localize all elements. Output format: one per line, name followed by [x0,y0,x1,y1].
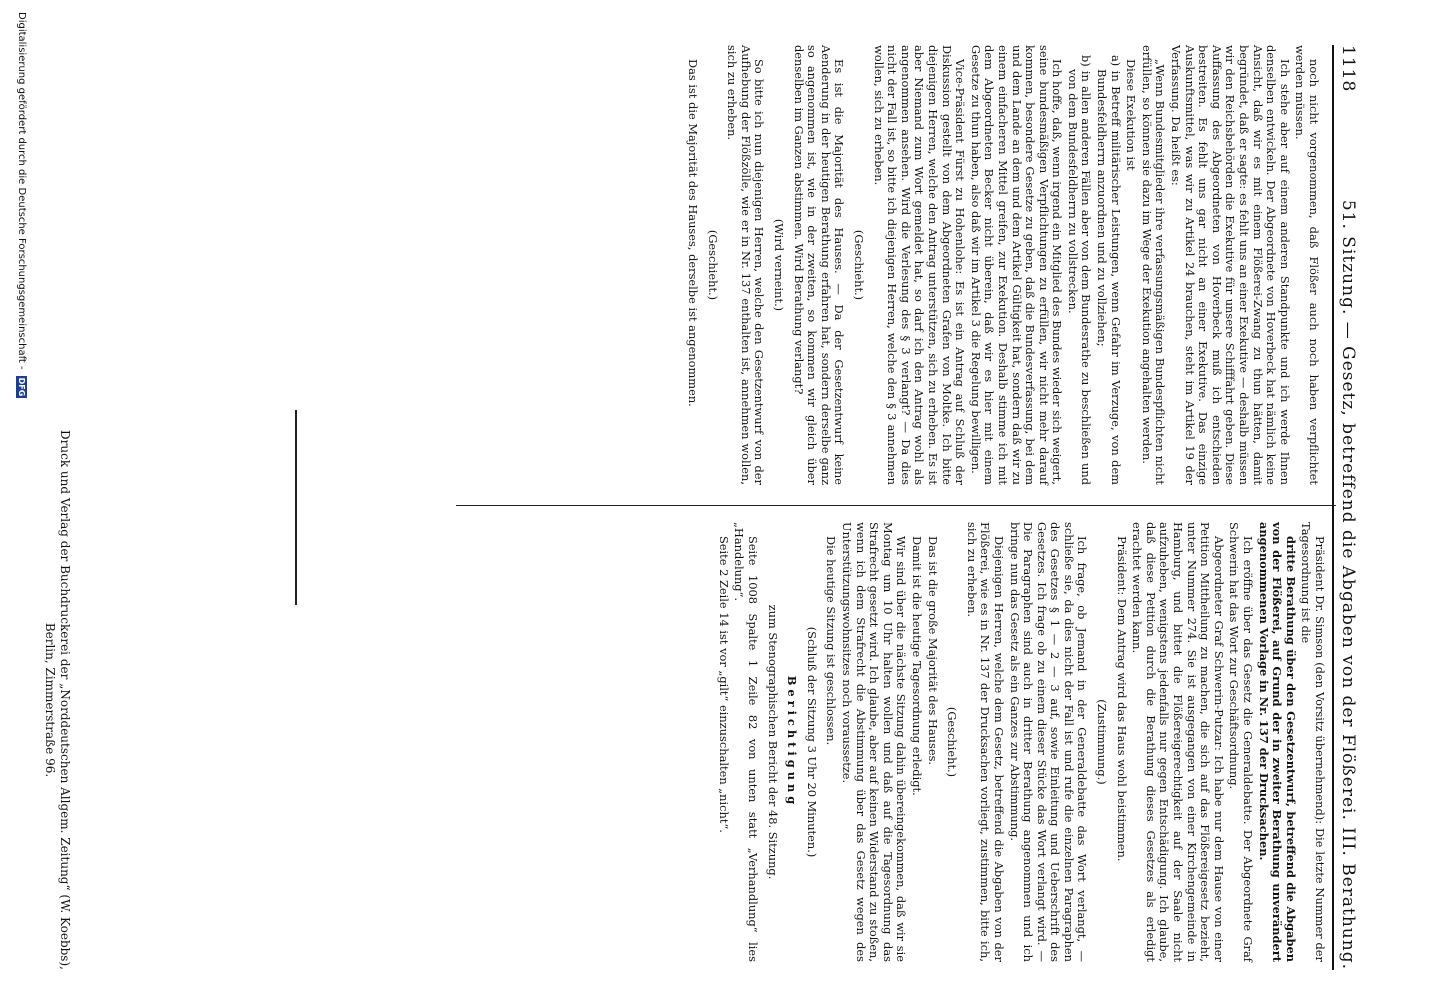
errata-subheading: zum Stenographischen Bericht der 48. Sitzung. [765,604,780,880]
list-item: a) in Betreff militärischer Leistungen, wenn Gefahr im Verzuge, von dem Bundesfeldherrn anzuordnen und zu vollziehen; [1095,55,1123,485]
paragraph: Das ist die Majorität des Hauses, derselbe ist angenommen. [686,59,701,407]
paragraph: Ich frage, ob Jemand in der Generaldebatte das Wort verlangt, — schließe sie, da dies nicht der Fall ist und rufe die einzelnen Paragraphen des Gesetzes § 1 — 2 — 3 auf, sowie Einleitung und Ueberschrift des Gesetzes. Ich frage ob zu einem dieser Stücke das Wort verlangt wird. — Die Paragraphen sind auch in dritter Berathung angenommen und ich bringe nun das Gesetz als ein Ganzes zur Abstimmung. [1007,522,1090,962]
digitization-footer [7,0,37,1000]
paragraph: Damit ist die heutige Tagesordnung erledigt. [909,536,924,796]
list-item: b) in allen anderen Fällen aber von dem Bundesrathe zu beschließen und von dem Bundesfeldherrn zu vollstrecken. [1065,55,1094,485]
stage-note: (Wird verneint.) [772,218,787,312]
page-title: 51. Sitzung. — Gesetz, betreffend die Abgaben von der Flößerei. III. Berathung. [1338,199,1358,970]
errata-heading: Berichtigung [785,675,800,809]
page-header [1332,45,1372,970]
stage-note: (Zustimmung.) [1095,699,1110,785]
agenda-item: dritte Berathung über den Gesetzentwurf, betreffend die Abgaben von der Flößerei, auf Grund der in zweiter Berathung unverändert angenommenen Vorlage in Nr. 137 der Drucksachen. [1256,522,1298,962]
stage-note: (Geschieht.) [705,229,720,301]
paragraph: Diejenigen Herren, welche dem Gesetz, betreffend die Abgaben von der Flößerei, wie es in Nr. 137 der Drucksachen vorliegt, zustimmen, bitte ich, sich zu erheben. [964,522,1006,962]
imprint-line: Berlin, Zimmerstraße 96. [43,622,57,778]
paragraph: Wir sind über die nächste Sitzung dahin übereingekommen, daß wir sie Montag um 10 Uhr halten wollen und daß auf die Tagesordnung das Strafrecht gesetzt wird. Ich glaube, aber auf keinen Widerstand zu stoßen, wenn ich dem Strafrecht die Abstimmung über das Gesetz wegen des Unterstützungswohnsitzes noch voraussetze. [840,522,909,962]
paragraph: Präsident Dr. Simson (den Vorsitz übernehmend): Die letzte Nummer der Tagesordnung ist die [1299,522,1327,962]
paragraph: Das ist die große Majorität des Hauses. [925,536,940,766]
paragraph: Ich stehe aber auf einem anderen Standpunkte und ich werde Ihnen denselben entwickeln. Der Abgeordnete von Hoverbeck hat nämlich keine Ansicht, daß wir es mit einem Flößerei-Zwang zu thun hätten, damit begründet, daß er sagte: es fehlt uns an einer Exekutive — deshalb müssen wir den Reichsbehörden die Exekutive für unsere Schifffahrt geben. Diese Auffassung des Abgeordneten von Hoverbeck muß ich entschieden bestreiten. Es fehlt uns gar nicht an einer Exekutive. Das einzige Auskunftsmittel, was wir zu Artikel 24 brauchen, steht im Artikel 19 der Verfassung. Da heißt es: [1169,45,1292,485]
left-column [683,45,1320,485]
errata-line: Seite 2 Zeile 14 ist vor „gilt“ einzuschalten „nicht“. [716,536,731,833]
separator-line [295,410,297,605]
stage-note: (Geschieht.) [945,706,960,778]
paragraph: Ich hoffe, daß, wenn irgend ein Mitglied des Bundes wieder sich weigert, seine bundesmäßigen Verpflichtungen zu erfüllen, wir nicht mehr darauf kommen, besondere Gesetze zu geben, daß die Bundesverfassung, bei dem und dem Lande an dem und dem Artikel Gültigkeit hat, sondern daß wir zu einem einfacheren Mittel greifen, zur Exekution. Deshalb stimme ich mit dem Abgeordneten Becker nicht überein, daß wir es hier mit einem Gesetze zu thun haben, also daß wir im Artikel 3 die Regelung bewilligen. [968,45,1065,485]
errata-line: Seite 1008 Spalte 1 Zeile 82 von unten statt „Verhandlung“ lies „Handelung“. [732,522,761,962]
paragraph: Abgeordneter Graf Schwerin-Putzar: Ich habe nur dem Hause von einer Petition Mittheilung zu machen, die sich auf das Flößereigesetz bezieht, unter Nummer 274. Sie ist ausgegangen von einer Kirchengemeinde in Hamburg, und bittet die Flößereigerechtigkeit auf der Saale nicht aufzuheben, wenigstens jedenfalls nur gegen Entschädigung. Ich glaube, daß diese Petition durch die Berathung dieses Gesetzes als erledigt erachtet werden kann. [1130,522,1226,962]
imprint-line: Druck und Verlag der Buchdruckerei der „Norddeutschen Allgem. Zeitung“ (W. Koebbs), [58,430,72,970]
paragraph: Diese Exekution ist [1124,59,1139,171]
stage-note: (Geschieht.) [852,229,866,301]
right-column [714,522,1326,962]
quotation: „Wenn Bundesmitglieder ihre verfassungsmäßigen Bundespflichten nicht erfüllen, so können sie dazu im Wege der Exekution angehalten werden. [1139,45,1168,485]
page-number: 1118 [1338,45,1358,93]
paragraph: noch nicht vorgenommen, daß Flößer auch noch haben verpflichtet werden müssen. [1293,45,1321,485]
footer-text: Digitalisierung gefördert durch die Deutsche Forschungsgemeinschaft - [16,12,28,370]
paragraph: Ich eröffne über das Gesetz die Generaldebatte. Der Abgeordnete Graf Schwerin hat das Wort zur Geschäftsordnung. [1227,522,1256,962]
paragraph: So bitte ich nun diejenigen Herren, welche den Gesetzentwurf von der Aufhebung der Flößzölle, wie er in Nr. 137 enthalten ist, annehmen wollen, sich zu erheben. [725,45,767,485]
printer-imprint [42,420,72,980]
column-divider [456,505,1336,506]
dfg-logo-icon: DFG [17,377,27,397]
errata-section [716,522,798,962]
paragraph: Die heutige Sitzung ist geschlossen. [824,536,839,746]
stage-note: (Schluß der Sitzung 3 Uhr 20 Minuten.) [804,626,819,858]
paragraph: Es ist die Majorität des Hauses. — Da der Gesetzentwurf keine Aenderung in der heutigen Berathung erfahren hat, sondern derselbe ganz so angenommen ist, wie in der zweiten, so kommen wir gleich über denselben im Ganzen abstimmen. Wird Berathung verlangt? [791,45,847,485]
paragraph: Präsident: Dem Antrag wird das Haus wohl beistimmen. [1114,536,1129,862]
paragraph: Vice-Präsident Fürst zu Hohenlohe: Es ist ein Antrag auf Schluß der Diskussion gestellt von dem Abgeordneten Grafen von Moltke. Ich bitte diejenigen Herren, welche den Antrag unterstützen, sich zu erheben. Es ist aber Niemand zum Wort gemeldet hat, so darf ich den Antrag wohl als angenommen ansehen. Wird die Verlesung des § 3 verlangt? — Da dies nicht der Fall ist, so bitte ich diejenigen Herren, welche den § 3 annehmen wollen, sich zu erheben. [871,45,968,485]
